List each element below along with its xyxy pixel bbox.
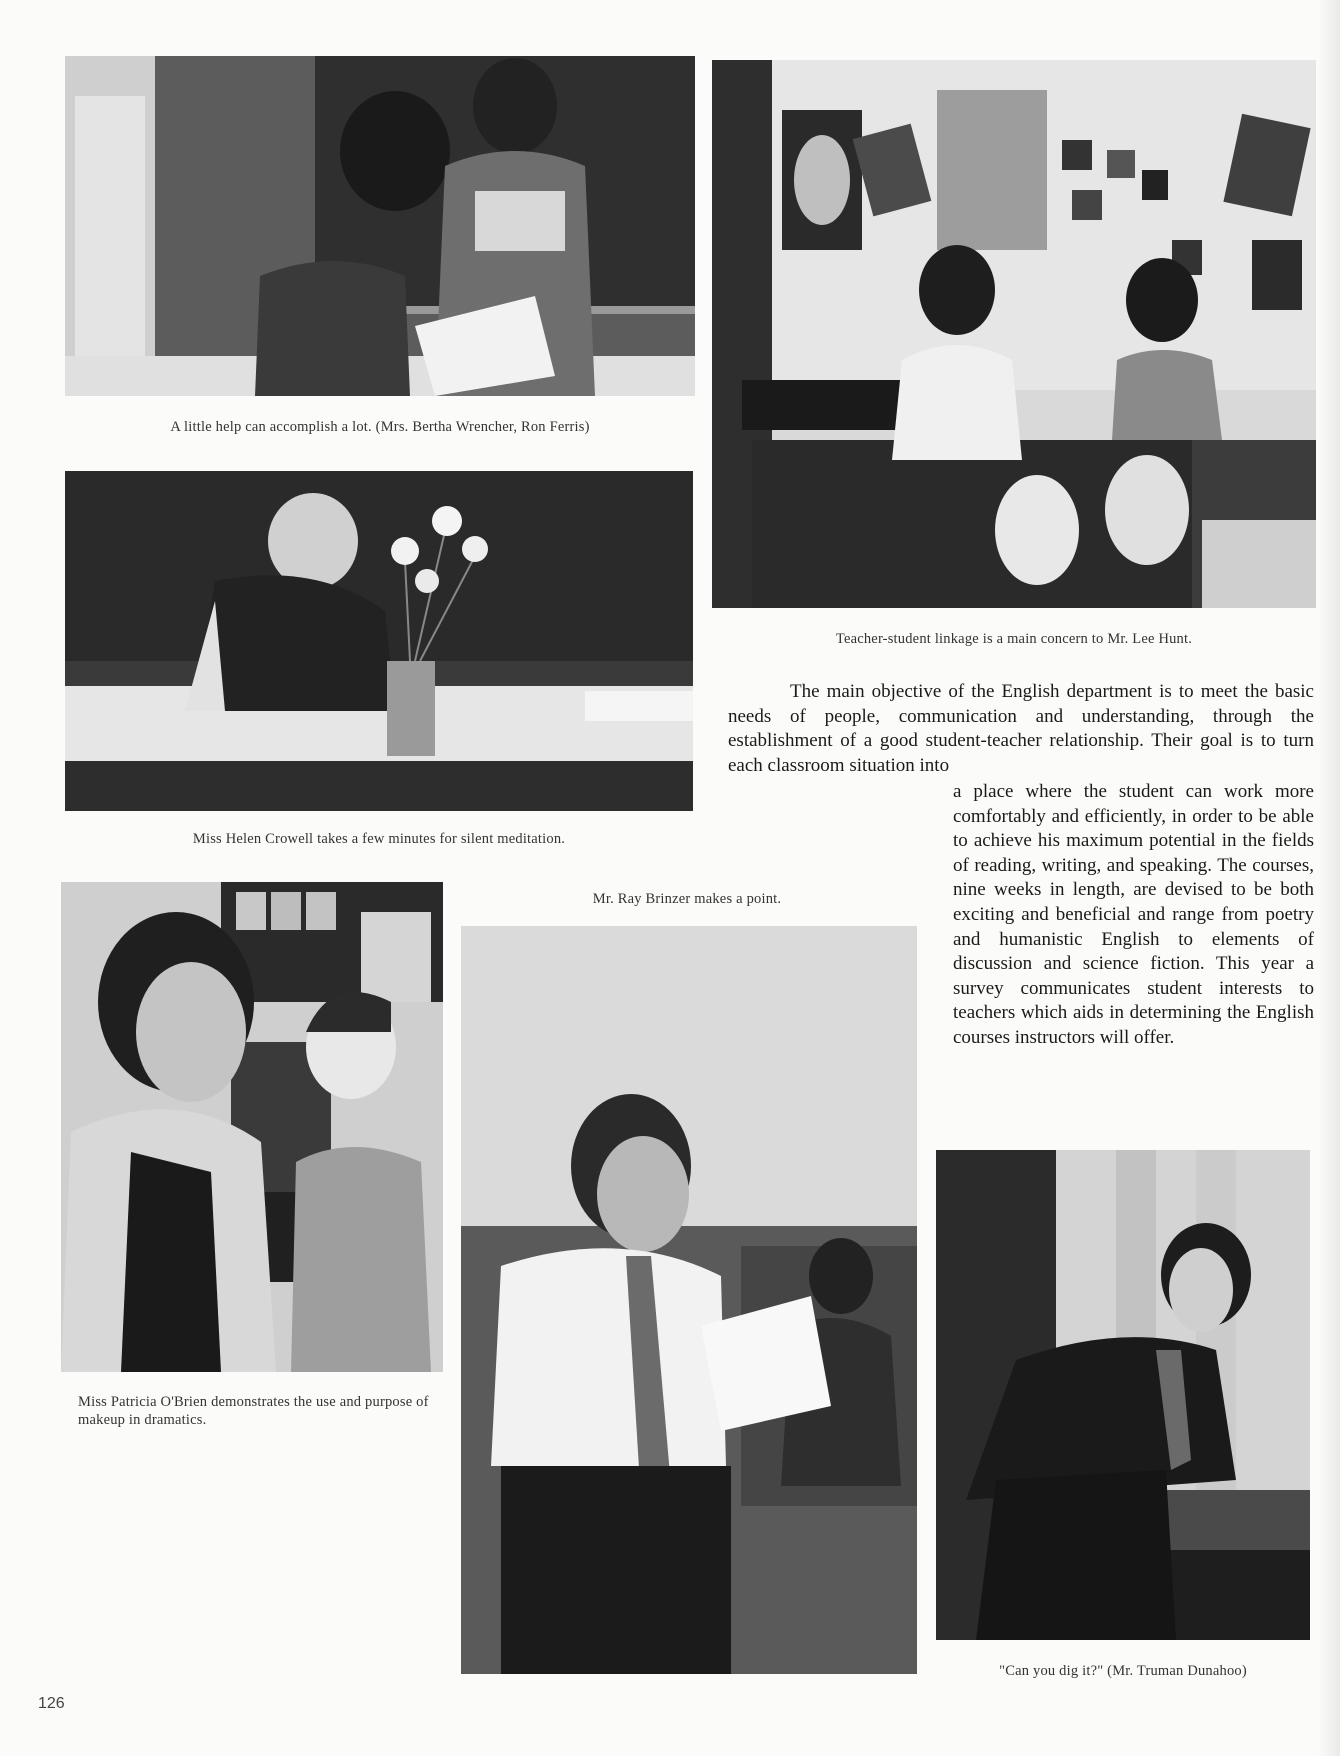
- page-edge-shadow: [1318, 0, 1340, 1756]
- caption-helen-crowell: Miss Helen Crowell takes a few minutes for silent meditation.: [192, 831, 566, 847]
- body-paragraph-1-text: The main objective of the English department is to meet the basic needs of people, communication and understanding, through the establishment of a good student-teacher relationship. Their goal is to turn each classroom situation into: [728, 681, 1314, 776]
- caption-truman-dunahoo: "Can you dig it?" (Mr. Truman Dunahoo): [999, 1663, 1247, 1679]
- photo-lee-hunt: [712, 60, 1316, 608]
- body-paragraph-2: [953, 780, 1314, 1051]
- caption-ray-brinzer: Mr. Ray Brinzer makes a point.: [592, 891, 782, 907]
- photo-helen-crowell: [65, 471, 693, 811]
- page-number: 126: [38, 1695, 65, 1712]
- photo-wrencher-ferris: [65, 56, 695, 396]
- photo-truman-dunahoo: [936, 1150, 1310, 1640]
- body-paragraph-2-text: a place where the student can work more comfortably and efficiently, in order to be able to achieve his maximum potential in the fields of reading, writing, and speaking. The courses, nine weeks in length, are devised to be both exciting and beneficial and range from poetry and humanistic English to elements of discussion and science fiction. This year a survey communicates student interests to teachers which aids in determining the English courses instructors will offer.: [953, 781, 1314, 1048]
- caption-wrencher-ferris: A little help can accomplish a lot. (Mrs. Bertha Wrencher, Ron Ferris): [170, 419, 590, 435]
- caption-patricia-obrien: Miss Patricia O'Brien demonstrates the use and purpose of makeup in dramatics.: [78, 1394, 429, 1428]
- body-paragraph-1: [728, 680, 1314, 778]
- photo-ray-brinzer: [461, 926, 917, 1674]
- caption-lee-hunt: Teacher-student linkage is a main concern to Mr. Lee Hunt.: [835, 631, 1193, 647]
- photo-patricia-obrien: [61, 882, 443, 1372]
